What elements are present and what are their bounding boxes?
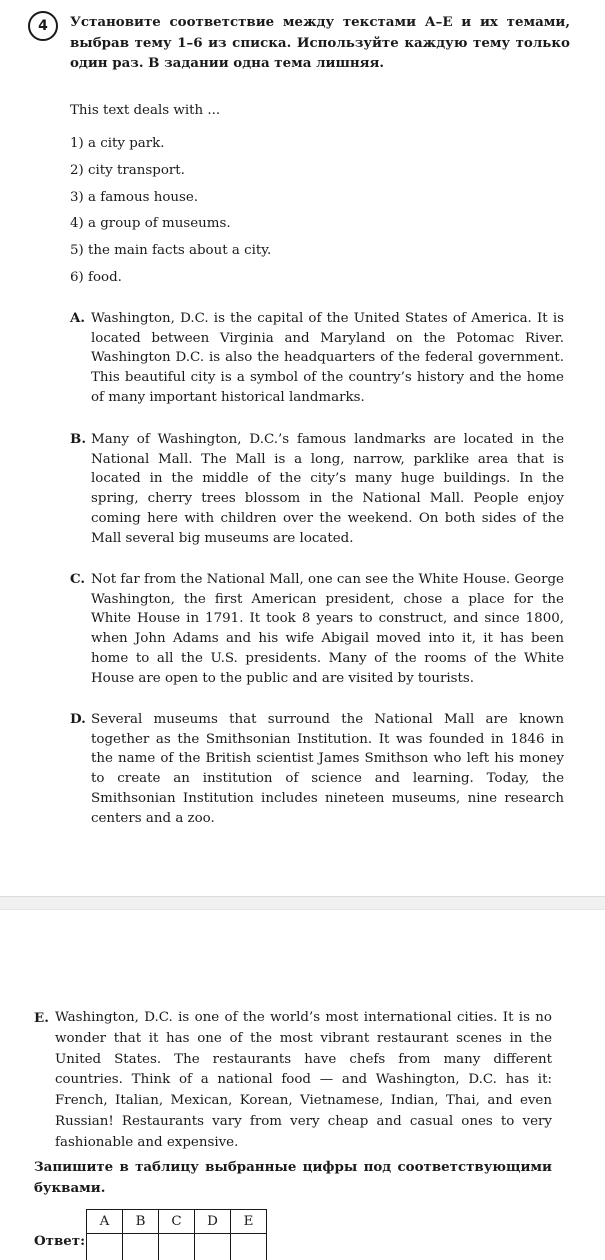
topic-item: 4) a group of museums. [70, 216, 231, 232]
text-d-body: Several museums that surround the National Mall are known together as the Smithsonian Institution. It was founded in 1846 in the name of the British scientist James Smithson who left his money to create an institution of science and learning. Today, the Smithsonian Institution includes nineteen museums, nine research centers and a zoo. [91, 712, 564, 826]
answer-letter-a: A [87, 1210, 123, 1234]
topic-item: 5) the main facts about a city. [70, 243, 272, 259]
topic-item: 3) a famous house. [70, 189, 199, 205]
text-c-letter: C. [70, 571, 86, 587]
answer-cell-a[interactable] [87, 1234, 123, 1260]
page-separator [0, 896, 605, 910]
text-a-body: Washington, D.C. is the capital of the United States of America. It is located between Virginia and Maryland on the Potomac River. Washington D.C. is also the headquarters of the federal government. This beautiful city is a symbol of the country’s history and the home of many important historical landmarks. [91, 311, 564, 405]
answer-cell-e[interactable] [231, 1234, 267, 1260]
text-c-body: Not far from the National Mall, one can see the White House. George Washington, the first American president, chose a place for the White House in 1791. It took 8 years to construct, and since 1800, when John Adams and his wife Abigail moved into it, it has been home to all the U.S. presidents. Many of the rooms of the White House are open to the public and are visited by tourists. [91, 572, 564, 686]
text-a-letter: A. [70, 310, 86, 326]
topics-list [70, 131, 271, 292]
topic-item: 6) food. [70, 269, 122, 285]
text-b-body: Many of Washington, D.C.’s famous landmarks are located in the National Mall. The Mall is a long, narrow, parklike area that is located in the middle of the city’s many huge buildings. In the spring, cherry trees blossom in the National Mall. People enjoy coming here with children over the weekend. On both sides of the Mall several big museums are located. [91, 432, 564, 546]
text-d-letter: D. [70, 711, 86, 727]
task-number-badge: 4 [28, 11, 58, 41]
text-b [70, 430, 564, 548]
text-e-body: Washington, D.C. is one of the world’s most international cities. It is no wonder that it has one of the most vibrant restaurant scenes in the United States. The restaurants have chefs from many different countries. Think of a national food — and Washington, D.C. has it: French, Italian, Mexican, Korean, Vietnamese, Indian, Thai, and even Russian! Restaurants vary from very cheap and casual ones to very fashionable and expensive. [55, 1010, 552, 1150]
answer-letter-c: C [159, 1210, 195, 1234]
answer-letter-d: D [195, 1210, 231, 1234]
answer-label: Ответ: [34, 1233, 86, 1249]
text-e [34, 1008, 552, 1154]
answer-cell-b[interactable] [123, 1234, 159, 1260]
answer-cell-d[interactable] [195, 1234, 231, 1260]
text-b-letter: B. [70, 431, 86, 447]
answer-letter-b: B [123, 1210, 159, 1234]
text-e-letter: E. [34, 1010, 49, 1026]
write-instruction: Запишите в таблицу выбранные цифры под соответствующими буквами. [34, 1159, 552, 1196]
text-a [70, 309, 564, 408]
task-instruction: Установите соответствие между текстами А–Е и их темами, выбрав тему 1–6 из списка. Используйте каждую тему только один раз. В задании одна тема лишняя. [70, 14, 570, 71]
topics-prompt: This text deals with ... [70, 103, 221, 118]
text-d [70, 710, 564, 828]
answer-letter-e: E [231, 1210, 267, 1234]
answer-cell-c[interactable] [159, 1234, 195, 1260]
topic-item: 1) a city park. [70, 136, 165, 151]
topic-item: 2) city transport. [70, 162, 185, 178]
text-c [70, 570, 564, 688]
answer-table [86, 1209, 267, 1260]
